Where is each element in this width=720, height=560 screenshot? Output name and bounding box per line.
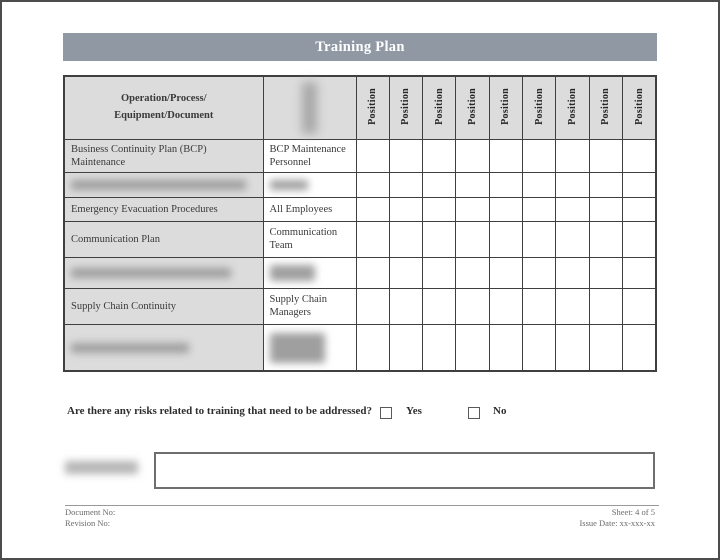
position-mark-cell[interactable] xyxy=(423,172,456,197)
position-mark-cell[interactable] xyxy=(356,324,389,371)
position-mark-cell[interactable] xyxy=(589,257,622,288)
position-mark-cell[interactable] xyxy=(589,172,622,197)
position-mark-cell[interactable] xyxy=(423,139,456,172)
position-mark-cell[interactable] xyxy=(623,221,656,257)
position-mark-cell[interactable] xyxy=(356,197,389,221)
position-mark-cell[interactable] xyxy=(623,197,656,221)
audience-cell: BCP Maintenance Personnel xyxy=(263,139,356,172)
position-mark-cell[interactable] xyxy=(456,197,489,221)
position-mark-cell[interactable] xyxy=(389,172,422,197)
col-header-position: Position xyxy=(389,76,422,139)
position-mark-cell[interactable] xyxy=(456,172,489,197)
position-mark-cell[interactable] xyxy=(523,139,556,172)
position-mark-cell[interactable] xyxy=(623,257,656,288)
operation-cell: Communication Plan xyxy=(64,221,263,257)
position-mark-cell[interactable] xyxy=(589,197,622,221)
redacted-input-label xyxy=(65,461,138,474)
position-mark-cell[interactable] xyxy=(523,257,556,288)
position-mark-cell[interactable] xyxy=(423,288,456,324)
position-mark-cell[interactable] xyxy=(389,257,422,288)
operation-cell-redacted xyxy=(64,324,263,371)
col-header-position: Position xyxy=(523,76,556,139)
footer-revision-no: Revision No: xyxy=(65,518,111,528)
position-mark-cell[interactable] xyxy=(423,257,456,288)
position-mark-cell[interactable] xyxy=(523,324,556,371)
position-mark-cell[interactable] xyxy=(489,197,522,221)
redacted-text xyxy=(71,268,231,278)
position-mark-cell[interactable] xyxy=(623,172,656,197)
table-row xyxy=(64,197,656,221)
col-header-redacted xyxy=(263,76,356,139)
position-mark-cell[interactable] xyxy=(623,288,656,324)
col-header-operation-line1: Operation/Process/ xyxy=(120,92,207,104)
position-mark-cell[interactable] xyxy=(389,197,422,221)
operation-cell-redacted xyxy=(64,172,263,197)
position-mark-cell[interactable] xyxy=(556,288,589,324)
col-header-position: Position xyxy=(456,76,489,139)
position-mark-cell[interactable] xyxy=(556,139,589,172)
table-row-redacted xyxy=(64,324,656,371)
no-checkbox-label: No xyxy=(493,405,507,417)
col-header-operation xyxy=(64,76,263,139)
position-mark-cell[interactable] xyxy=(489,221,522,257)
position-mark-cell[interactable] xyxy=(556,324,589,371)
position-mark-cell[interactable] xyxy=(356,172,389,197)
audience-cell: Supply Chain Managers xyxy=(263,288,356,324)
position-mark-cell[interactable] xyxy=(589,221,622,257)
col-header-position: Position xyxy=(623,76,656,139)
position-mark-cell[interactable] xyxy=(356,221,389,257)
position-mark-cell[interactable] xyxy=(456,324,489,371)
position-mark-cell[interactable] xyxy=(456,139,489,172)
position-mark-cell[interactable] xyxy=(589,324,622,371)
position-mark-cell[interactable] xyxy=(589,139,622,172)
redacted-text xyxy=(71,343,189,353)
position-mark-cell[interactable] xyxy=(489,257,522,288)
col-header-position: Position xyxy=(556,76,589,139)
audience-cell: All Employees xyxy=(263,197,356,221)
position-mark-cell[interactable] xyxy=(589,288,622,324)
position-mark-cell[interactable] xyxy=(523,288,556,324)
redacted-text xyxy=(270,180,308,190)
audience-cell: Communication Team xyxy=(263,221,356,257)
position-mark-cell[interactable] xyxy=(523,172,556,197)
redacted-text xyxy=(302,82,317,134)
table-row xyxy=(64,288,656,324)
operation-cell-redacted xyxy=(64,257,263,288)
position-mark-cell[interactable] xyxy=(389,221,422,257)
col-header-position: Position xyxy=(423,76,456,139)
table-row-redacted xyxy=(64,172,656,197)
position-mark-cell[interactable] xyxy=(556,221,589,257)
col-header-position: Position xyxy=(356,76,389,139)
table-row-redacted xyxy=(64,257,656,288)
audience-cell-redacted xyxy=(263,172,356,197)
audience-cell-redacted xyxy=(263,257,356,288)
table-header-row xyxy=(64,76,656,139)
redacted-text xyxy=(270,333,325,363)
table-row xyxy=(64,139,656,172)
document-title-bar xyxy=(63,33,657,61)
position-mark-cell[interactable] xyxy=(489,172,522,197)
position-mark-cell[interactable] xyxy=(489,139,522,172)
footer-document-no: Document No: xyxy=(65,507,116,517)
table-row xyxy=(64,221,656,257)
redacted-text xyxy=(270,265,315,281)
position-mark-cell[interactable] xyxy=(489,288,522,324)
position-mark-cell[interactable] xyxy=(556,197,589,221)
position-mark-cell[interactable] xyxy=(423,324,456,371)
risk-details-input[interactable] xyxy=(154,452,655,489)
position-mark-cell[interactable] xyxy=(356,139,389,172)
position-mark-cell[interactable] xyxy=(389,288,422,324)
position-mark-cell[interactable] xyxy=(489,324,522,371)
position-mark-cell[interactable] xyxy=(423,221,456,257)
operation-cell: Emergency Evacuation Procedures xyxy=(64,197,263,221)
position-mark-cell[interactable] xyxy=(623,139,656,172)
footer-issue-date: Issue Date: xx-xxx-xx xyxy=(579,518,655,528)
position-mark-cell[interactable] xyxy=(456,221,489,257)
page-title: Training Plan xyxy=(315,38,405,55)
operation-cell: Business Continuity Plan (BCP) Maintenance xyxy=(64,139,263,172)
operation-cell: Supply Chain Continuity xyxy=(64,288,263,324)
position-mark-cell[interactable] xyxy=(623,324,656,371)
position-mark-cell[interactable] xyxy=(456,288,489,324)
risk-question-text: Are there any risks related to training that need to be addressed? xyxy=(67,405,373,417)
position-mark-cell[interactable] xyxy=(389,139,422,172)
yes-checkbox[interactable] xyxy=(380,407,392,419)
position-mark-cell[interactable] xyxy=(389,324,422,371)
position-mark-cell[interactable] xyxy=(556,172,589,197)
position-mark-cell[interactable] xyxy=(456,257,489,288)
col-header-position: Position xyxy=(489,76,522,139)
audience-cell-redacted xyxy=(263,324,356,371)
position-mark-cell[interactable] xyxy=(523,221,556,257)
redacted-text xyxy=(71,180,246,190)
position-mark-cell[interactable] xyxy=(356,257,389,288)
col-header-operation-line2: Equipment/Document xyxy=(114,109,214,121)
footer-sheet: Sheet: 4 of 5 xyxy=(611,507,655,517)
yes-checkbox-label: Yes xyxy=(406,405,422,417)
position-mark-cell[interactable] xyxy=(423,197,456,221)
training-plan-table xyxy=(63,75,657,372)
no-checkbox[interactable] xyxy=(468,407,480,419)
col-header-position: Position xyxy=(589,76,622,139)
position-mark-cell[interactable] xyxy=(556,257,589,288)
position-mark-cell[interactable] xyxy=(356,288,389,324)
position-mark-cell[interactable] xyxy=(523,197,556,221)
footer-divider xyxy=(65,505,659,506)
